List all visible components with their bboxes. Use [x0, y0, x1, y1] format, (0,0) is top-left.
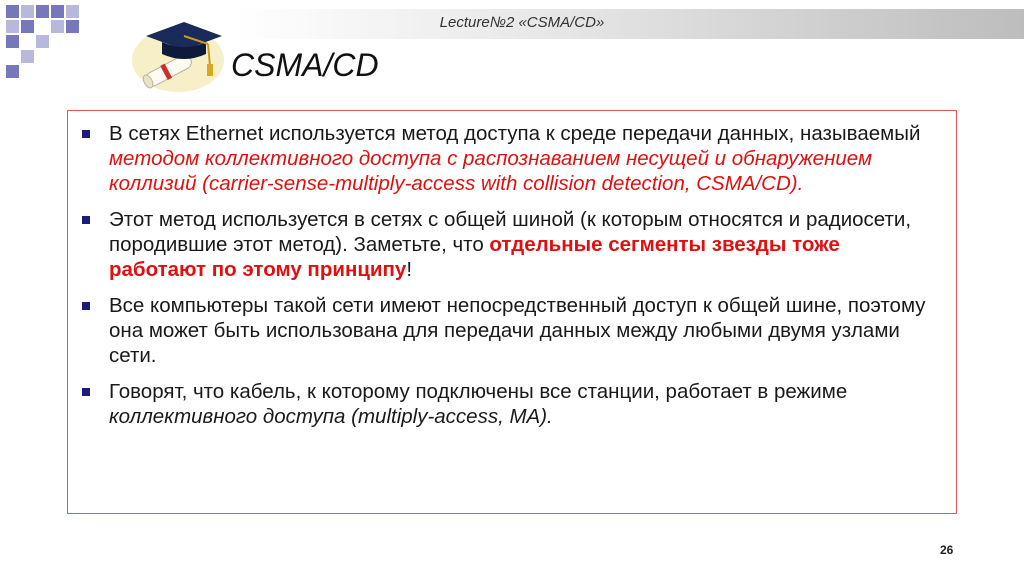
bullet-text: Этот метод используется в сетях с общей шиной (к которым относятся и радиосети, породившие этот метод). Заметьте, что	[109, 208, 912, 256]
lecture-header: Lecture№2 «CSMA/CD»	[439, 14, 605, 31]
deco-square	[36, 35, 49, 48]
deco-square	[21, 50, 34, 63]
bullet-list	[79, 121, 939, 440]
deco-square	[66, 20, 79, 33]
deco-square	[66, 5, 79, 18]
deco-square	[6, 35, 19, 48]
deco-square	[51, 5, 64, 18]
list-item	[79, 121, 939, 196]
list-item	[79, 207, 939, 282]
graduation-cap-icon	[128, 14, 228, 94]
bullet-text: !	[406, 258, 413, 281]
bullet-highlight: отдельные сегменты звезды тоже работают по этому принципу	[109, 233, 840, 281]
deco-square	[21, 20, 34, 33]
square-bullet-icon	[82, 388, 90, 396]
slide-title: CSMA/CD	[231, 47, 379, 83]
square-bullet-icon	[82, 302, 90, 310]
deco-square	[51, 20, 64, 33]
bullet-text: В сетях Ethernet используется метод доступа к среде передачи данных, называемый	[109, 122, 921, 145]
content-box	[67, 110, 957, 514]
deco-square	[6, 20, 19, 33]
bullet-text: Говорят, что кабель, к которому подключены все станции, работает в режиме	[109, 380, 848, 403]
list-item	[79, 379, 939, 429]
deco-square	[21, 5, 34, 18]
square-bullet-icon	[82, 130, 90, 138]
square-bullet-icon	[82, 216, 90, 224]
deco-square	[36, 5, 49, 18]
bullet-highlight: методом коллективного доступа с распознаванием несущей и обнаружением коллизий (carrier-sense-multiply-access with collision detection, CSMA/CD).	[109, 147, 872, 195]
deco-square	[6, 5, 19, 18]
bullet-text: Все компьютеры такой сети имеют непосредственный доступ к общей шине, поэтому она может быть использована для передачи данных между любыми двумя узлами сети.	[109, 294, 926, 367]
deco-square	[6, 65, 19, 78]
page-number: 26	[940, 543, 954, 557]
list-item	[79, 293, 939, 368]
bullet-italic: коллективного доступа (multiply-access, MA).	[109, 405, 553, 428]
